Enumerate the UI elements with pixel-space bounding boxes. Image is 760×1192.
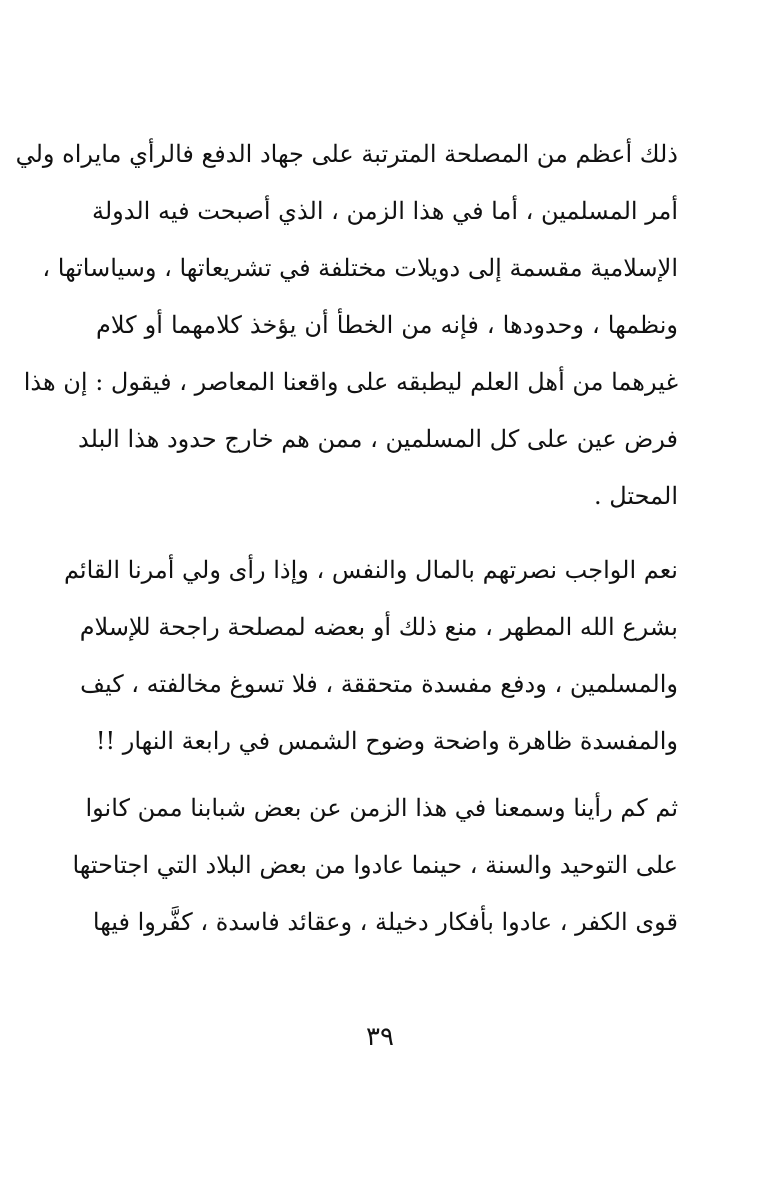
text-line: الإسلامية مقسمة إلى دويلات مختلفة في تشريعاتها ، وسياساتها ، bbox=[42, 254, 678, 282]
text-line: ذلك أعظم من المصلحة المترتبة على جهاد الدفع فالرأي مايراه ولي bbox=[15, 140, 678, 168]
paragraph-2 bbox=[63, 542, 678, 770]
paragraph-1 bbox=[15, 126, 678, 525]
paragraph-3 bbox=[72, 780, 678, 951]
text-line: ونظمها ، وحدودها ، فإنه من الخطأ أن يؤخذ كلامهما أو كلام bbox=[96, 311, 678, 339]
text-line: على التوحيد والسنة ، حينما عادوا من بعض البلاد التي اجتاحتها bbox=[72, 851, 678, 879]
text-line: المحتل . bbox=[593, 482, 678, 510]
text-line: فرض عين على كل المسلمين ، ممن هم خارج حدود هذا البلد bbox=[78, 425, 678, 453]
text-line: بشرع الله المطهر ، منع ذلك أو بعضه لمصلحة راجحة للإسلام bbox=[79, 613, 678, 641]
text-line: أمر المسلمين ، أما في هذا الزمن ، الذي أصبحت فيه الدولة bbox=[92, 197, 678, 225]
text-line: والمفسدة ظاهرة واضحة وضوح الشمس في رابعة النهار !! bbox=[95, 727, 678, 755]
text-line: غيرهما من أهل العلم ليطبقه على واقعنا المعاصر ، فيقول : إن هذا bbox=[23, 368, 678, 396]
text-line: والمسلمين ، ودفع مفسدة متحققة ، فلا تسوغ مخالفته ، كيف bbox=[80, 670, 678, 698]
page-number: ٣٩ bbox=[366, 1022, 394, 1052]
text-line: نعم الواجب نصرتهم بالمال والنفس ، وإذا رأى ولي أمرنا القائم bbox=[63, 556, 678, 584]
text-line: ثم كم رأينا وسمعنا في هذا الزمن عن بعض شبابنا ممن كانوا bbox=[85, 794, 678, 822]
text-line: قوى الكفر ، عادوا بأفكار دخيلة ، وعقائد فاسدة ، كفَّروا فيها bbox=[92, 908, 678, 936]
